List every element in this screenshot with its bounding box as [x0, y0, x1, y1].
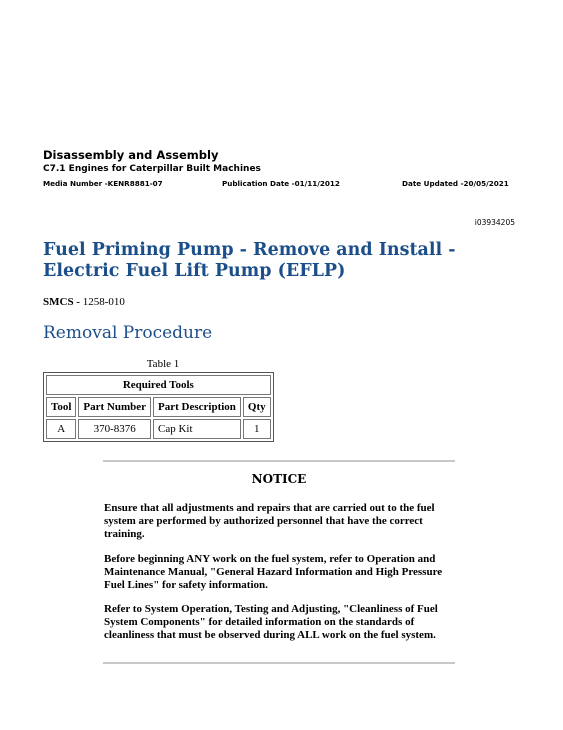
- date-updated: Date Updated -20/05/2021: [402, 179, 509, 188]
- table-cell: A: [46, 419, 76, 439]
- table-heading: Required Tools: [46, 375, 271, 395]
- table-cell: 1: [243, 419, 271, 439]
- table-row: [46, 419, 271, 439]
- notice-paragraph: Ensure that all adjustments and repairs that are carried out to the fuel system are performed by authorized personnel that have the correct training.: [104, 502, 435, 540]
- smcs-code: [43, 296, 125, 308]
- smcs-label: SMCS -: [43, 296, 80, 308]
- column-header: Qty: [243, 397, 271, 417]
- notice-bottom-divider: [103, 662, 455, 664]
- page-title: Fuel Priming Pump - Remove and Install - Electric Fuel Lift Pump (EFLP): [43, 240, 456, 281]
- required-tools-table: [43, 372, 274, 442]
- column-header: Part Number: [78, 397, 151, 417]
- column-header: Tool: [46, 397, 76, 417]
- smcs-value: 1258-010: [82, 296, 125, 308]
- document-category: Disassembly and Assembly: [43, 148, 219, 162]
- table-cell: 370-8376: [78, 419, 151, 439]
- engine-model: C7.1 Engines for Caterpillar Built Machines: [43, 164, 261, 174]
- notice-paragraph: Refer to System Operation, Testing and Adjusting, "Cleanliness of Fuel System Components" for detailed information on the standards of cleanliness that must be observed during ALL work on the fuel system.: [104, 603, 438, 641]
- column-header: Part Description: [153, 397, 241, 417]
- table-caption: Table 1: [146, 358, 180, 370]
- media-number: Media Number -KENR8881-07: [43, 179, 163, 188]
- publication-date: Publication Date -01/11/2012: [222, 179, 340, 188]
- table-cell: Cap Kit: [153, 419, 241, 439]
- notice-top-divider: [103, 460, 455, 462]
- document-id: i03934205: [474, 218, 515, 227]
- notice-paragraph: Before beginning ANY work on the fuel system, refer to Operation and Maintenance Manual, "General Hazard Information and High Pressure Fuel Lines" for safety information.: [104, 553, 443, 591]
- notice-title: NOTICE: [251, 472, 307, 486]
- section-title: Removal Procedure: [43, 323, 213, 343]
